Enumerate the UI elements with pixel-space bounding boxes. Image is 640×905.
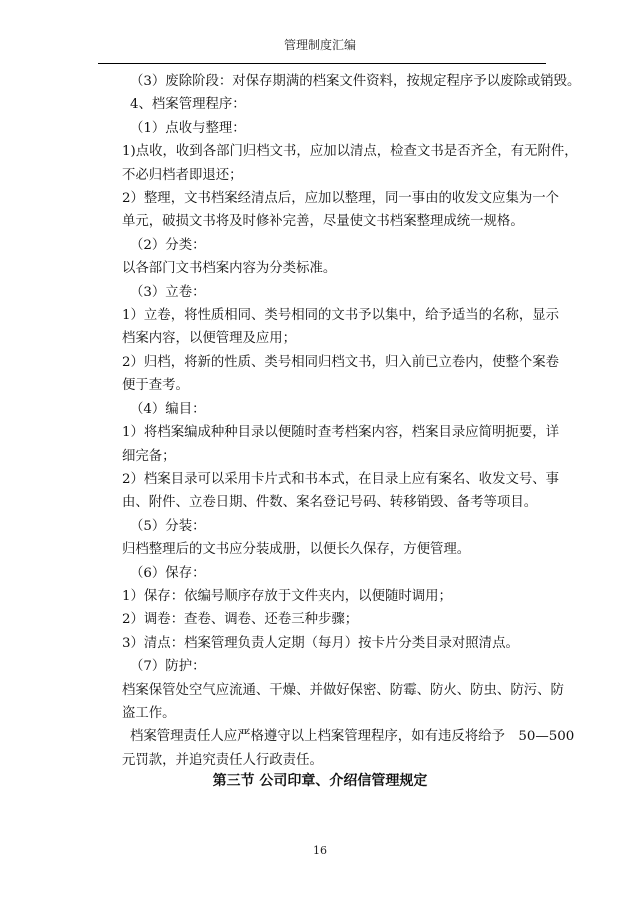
text-line: 细完备；	[122, 448, 176, 464]
text-line: 1）保存：依编号顺序存放于文件夹内，以便随时调用；	[122, 588, 452, 604]
text-line: 不必归档者即退还；	[122, 167, 243, 183]
text-line: 2）整理，文书档案经清点后，应加以整理，同一事由的收发文应集为一个	[122, 191, 560, 207]
text-line: （4）编目：	[130, 401, 206, 417]
text-line: （6）保存：	[130, 565, 206, 581]
text-line: （5）分装：	[130, 518, 206, 534]
text-line: 1)点收，收到各部门归档文书，应加以清点，检查文书是否齐全，有无附件，	[122, 144, 578, 160]
section-heading: 第三节 公司印章、介绍信管理规定	[212, 773, 428, 789]
text-line: 1）立卷，将性质相同、类号相同的文书予以集中，给予适当的名称，显示	[122, 308, 560, 324]
text-line: （2）分类：	[130, 237, 206, 253]
text-line: 以各部门文书档案内容为分类标准。	[122, 261, 337, 277]
running-header: 管理制度汇编	[283, 38, 356, 52]
text-line: 2）档案目录可以采用卡片式和书本式，在目录上应有案名、收发文号、事	[122, 471, 560, 487]
text-line: 档案保管处空气应流通、干燥、并做好保密、防霉、防火、防虫、防污、防	[122, 682, 564, 698]
text-line: 归档整理后的文书应分装成册，以便长久保存，方便管理。	[122, 542, 471, 558]
text-line: （1）点收与整理：	[130, 120, 246, 136]
text-line: 便于查考。	[122, 378, 189, 394]
text-line: 盗工作。	[122, 705, 176, 721]
header-rule	[98, 63, 546, 64]
page-number: 16	[313, 844, 327, 857]
text-line: 档案管理责任人应严格遵守以上档案管理程序，如有违反将给予 50—500	[130, 729, 575, 745]
text-line: 3）清点：档案管理负责人定期（每月）按卡片分类目录对照清点。	[122, 635, 519, 651]
text-line: 4、档案管理程序：	[130, 97, 246, 113]
text-line: 1）将档案编成种种目录以便随时查考档案内容，档案目录应简明扼要，详	[122, 425, 560, 441]
text-line: （3）废除阶段：对保存期满的档案文件资料，按规定程序予以废除或销毁。	[130, 74, 581, 89]
text-line: 2）归档，将新的性质、类号相同归档文书，归入前已立卷内，使整个案卷	[122, 354, 560, 370]
text-line: （7）防护：	[130, 659, 206, 675]
text-line: 元罚款，并追究责任人行政责任。	[122, 752, 323, 768]
document-body	[122, 70, 581, 772]
text-line: 由、附件、立卷日期、件数、案名登记号码、转移销毁、备考等项目。	[122, 495, 538, 511]
text-line: 单元，破损文书将及时修补完善，尽量使文书档案整理成统一规格。	[122, 214, 524, 230]
text-line: 档案内容，以便管理及应用；	[122, 331, 297, 347]
text-line: （3）立卷：	[130, 284, 206, 300]
text-line: 2）调卷：查卷、调卷、还卷三种步骤；	[122, 612, 359, 628]
